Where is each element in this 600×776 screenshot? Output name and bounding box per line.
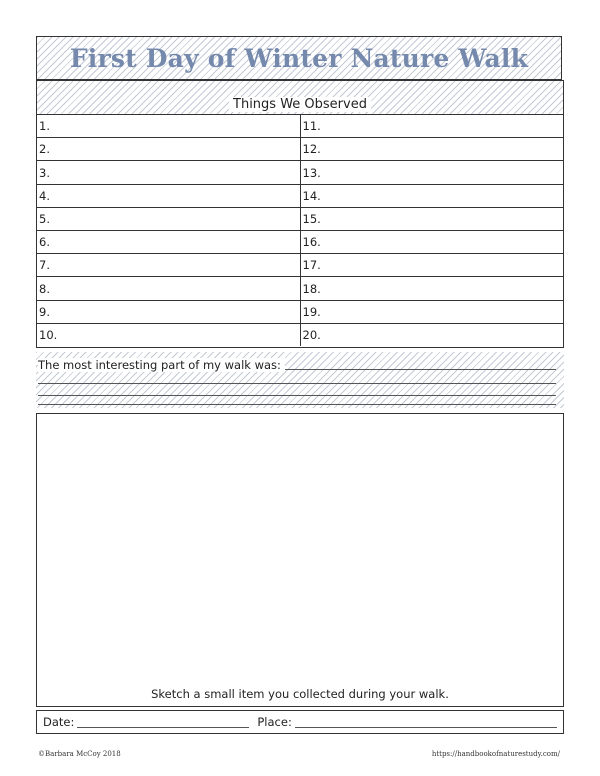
title-banner — [36, 36, 562, 80]
observations-column-left — [37, 115, 301, 346]
observations-table — [36, 80, 564, 348]
copyright-text: ©Barbara McCoy 2018 — [38, 750, 121, 758]
observation-cell[interactable]: 17. — [301, 254, 564, 277]
writing-line[interactable] — [38, 395, 556, 396]
date-label: Date: — [43, 715, 75, 729]
date-place-row — [36, 710, 564, 734]
interesting-part-section — [36, 352, 564, 408]
writing-line[interactable] — [38, 404, 556, 405]
observation-cell[interactable]: 1. — [37, 115, 300, 138]
sketch-area[interactable] — [36, 413, 564, 707]
observation-cell[interactable]: 15. — [301, 208, 564, 231]
observation-cell[interactable]: 19. — [301, 301, 564, 324]
date-field[interactable] — [77, 717, 249, 728]
observation-cell[interactable]: 7. — [37, 254, 300, 277]
observation-cell[interactable]: 12. — [301, 138, 564, 161]
observation-cell[interactable]: 10. — [39, 327, 58, 342]
writing-line[interactable] — [38, 383, 556, 384]
interesting-blank-line[interactable] — [285, 369, 556, 370]
observation-cell[interactable]: 20. — [302, 327, 321, 342]
interesting-first-line — [38, 356, 556, 372]
observations-header — [37, 81, 563, 115]
observation-cell[interactable]: 4. — [37, 185, 300, 208]
observation-cell[interactable]: 5. — [37, 208, 300, 231]
footer-url[interactable]: https://handbookofnaturestudy.com/ — [431, 750, 560, 758]
observation-cell[interactable]: 8. — [37, 277, 300, 300]
page-title: First Day of Winter Nature Walk — [69, 43, 529, 73]
observation-cell[interactable]: 2. — [37, 138, 300, 161]
observation-cell[interactable]: 18. — [301, 277, 564, 300]
observation-cell[interactable]: 3. — [37, 161, 300, 184]
observation-cell[interactable]: 13. — [301, 161, 564, 184]
observations-column-right — [301, 115, 564, 346]
place-field[interactable] — [295, 717, 557, 728]
sketch-caption: Sketch a small item you collected during your walk. — [151, 687, 449, 701]
observations-heading: Things We Observed — [229, 97, 371, 112]
place-label: Place: — [257, 715, 292, 729]
observation-cell[interactable]: 16. — [301, 231, 564, 254]
observation-cell[interactable]: 14. — [301, 185, 564, 208]
observation-cell[interactable]: 9. — [37, 301, 300, 324]
observation-cell[interactable]: 11. — [301, 115, 564, 138]
observation-cell[interactable]: 6. — [37, 231, 300, 254]
interesting-label: The most interesting part of my walk was: — [38, 358, 285, 372]
observations-grid — [37, 115, 563, 346]
